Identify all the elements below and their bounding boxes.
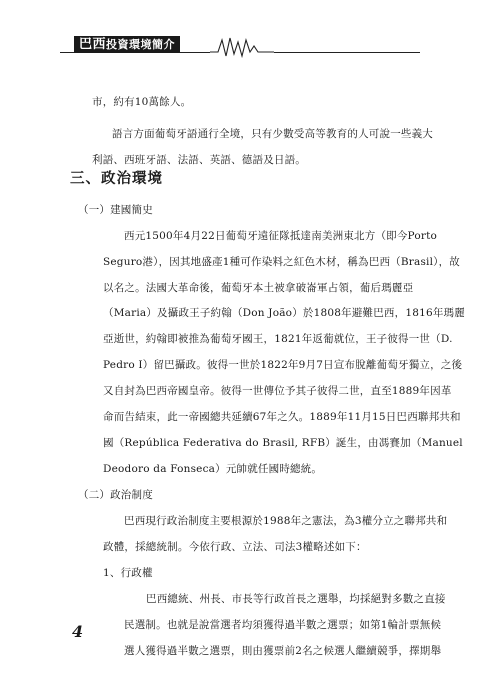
executive-line: 民選制。也就是說當選者均須獲得過半數之選票；如第1輪計票無候 (124, 619, 442, 631)
history-line: 國（República Federativa do Brasil, RFB）誕生，由馮賽加（Manuel (103, 437, 463, 449)
history-line: 以名之。法國大革命後，葡萄牙本土被拿破崙軍占領，葡后瑪麗亞 (103, 282, 414, 294)
paragraph-line: 市，約有10萬餘人。 (92, 96, 192, 108)
history-line: Deodoro da Fonseca）元帥就任國時總統。 (103, 463, 323, 475)
history-line: Pedro I）留巴攝政。彼得一世於1822年9月7日宣布脫離葡萄牙獨立，之後 (103, 359, 463, 371)
paragraph-line: 利語、西班牙語、法語、英語、德語及日語。 (92, 154, 306, 166)
history-line: Seguro港），因其地盛產1種可作染料之紅色木材，稱為巴西（Brasil），故 (103, 256, 461, 268)
history-line: （Maria）及攝政王子約翰（Don João）於1808年避難巴西，1816年瑪麗 (103, 307, 465, 319)
executive-line: 選人獲得過半數之選票，則由獲票前2名之候選人繼續競爭，擇期舉 (124, 645, 442, 657)
history-line: 又自封為巴西帝國皇帝。彼得一世傳位予其子彼得二世，直至1889年因革 (103, 385, 452, 397)
executive-line: 巴西總統、州長、市長等行政首長之選舉，均採絕對多數之直接 (146, 593, 446, 605)
heartbeat-wave-icon (210, 32, 274, 58)
history-line: 命而告結束，此一帝國總共延續67年之久。1889年11月15日巴西聯邦共和 (103, 411, 461, 423)
history-line: 西元1500年4月22日葡萄牙遠征隊抵達南美洲東北方（即今Porto (124, 230, 438, 242)
system-line: 巴西現行政治制度主要根源於1988年之憲法，為3權分立之聯邦共和 (124, 515, 448, 527)
subsection-heading: （一）建國簡史 (78, 204, 153, 216)
header-title-big: 巴西 (79, 37, 107, 52)
paragraph-line: 語言方面葡萄牙語通行全境，只有少數受高等教育的人可說一些義大 (112, 128, 433, 140)
system-line: 政體，採總統制。今依行政、立法、司法3權略述如下： (103, 541, 367, 553)
header-title (74, 36, 180, 53)
subsection-heading: （二）政治制度 (78, 489, 153, 501)
header-title-rest: 投資環境簡介 (106, 38, 176, 51)
history-line: 亞逝世，約翰即被推為葡萄牙國王，1821年返葡就位，王子彼得一世（D. (103, 333, 453, 345)
item-heading: 1、行政權 (103, 567, 153, 579)
page-number: 4 (72, 622, 84, 641)
section-title: 三、政治環境 (70, 170, 163, 187)
running-header (0, 32, 480, 58)
